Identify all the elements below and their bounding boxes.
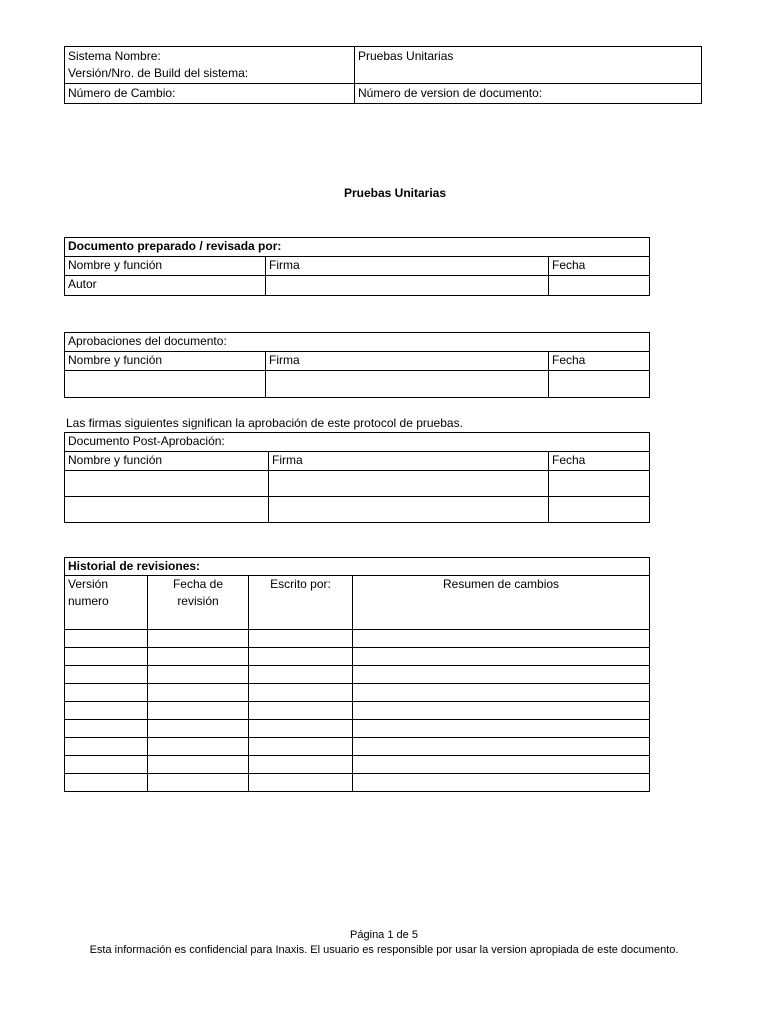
approvals-heading: Aprobaciones del documento: — [65, 333, 650, 352]
history-col-author: Escrito por: — [249, 576, 353, 630]
history-row — [65, 684, 650, 702]
post-sign-cell — [269, 471, 549, 497]
post-approval-heading: Documento Post-Aprobación: — [65, 433, 650, 452]
approvals-table — [64, 332, 650, 398]
prepared-col-date: Fecha — [549, 257, 650, 276]
history-col-date: Fecha de revisión — [148, 576, 249, 630]
history-row — [65, 630, 650, 648]
post-col-name: Nombre y función — [65, 452, 269, 471]
approvals-col-name: Nombre y función — [65, 352, 266, 371]
prepared-date-cell — [549, 276, 650, 296]
post-approval-table — [64, 432, 650, 523]
doc-version-label: Número de version de documento: — [355, 84, 702, 104]
post-sign-cell — [269, 497, 549, 523]
prepared-by-table — [64, 237, 650, 296]
history-heading: Historial de revisiones: — [65, 558, 650, 576]
history-col-version: Versión numero — [65, 576, 148, 630]
prepared-col-name: Nombre y función — [65, 257, 266, 276]
confidentiality-notice: Esta información es confidencial para Inaxis. El usuario es responsible por usar la version apropiada de este documento. — [89, 944, 679, 956]
post-col-date: Fecha — [549, 452, 650, 471]
prepared-col-sign: Firma — [266, 257, 549, 276]
history-row — [65, 702, 650, 720]
system-name-label: Sistema Nombre: — [68, 49, 161, 63]
history-row — [65, 738, 650, 756]
history-row — [65, 774, 650, 792]
document-title: Pruebas Unitarias — [343, 186, 447, 200]
document-header-table — [64, 46, 702, 104]
prepared-sign-cell — [266, 276, 549, 296]
prepared-heading: Documento preparado / revisada por: — [65, 238, 650, 257]
system-name-cell — [65, 47, 355, 84]
history-row — [65, 648, 650, 666]
approvals-col-date: Fecha — [549, 352, 650, 371]
approvals-col-sign: Firma — [266, 352, 549, 371]
approval-note: Las firmas siguientes significan la aprobación de este protocol de pruebas. — [66, 416, 463, 430]
post-name-cell — [65, 471, 269, 497]
history-row — [65, 666, 650, 684]
build-label: Versión/Nro. de Build del sistema: — [68, 66, 249, 80]
approvals-sign-cell — [266, 371, 549, 398]
history-row — [65, 720, 650, 738]
prepared-author-cell: Autor — [65, 276, 266, 296]
post-name-cell — [65, 497, 269, 523]
page-number: Página 1 de 5 — [350, 929, 418, 941]
approvals-name-cell — [65, 371, 266, 398]
post-date-cell — [549, 497, 650, 523]
system-name-value: Pruebas Unitarias — [355, 47, 702, 84]
revision-history-table — [64, 557, 650, 792]
post-col-sign: Firma — [269, 452, 549, 471]
approvals-date-cell — [549, 371, 650, 398]
change-number-label: Número de Cambio: — [65, 84, 355, 104]
history-row — [65, 756, 650, 774]
history-col-summary: Resumen de cambios — [353, 576, 650, 630]
post-date-cell — [549, 471, 650, 497]
